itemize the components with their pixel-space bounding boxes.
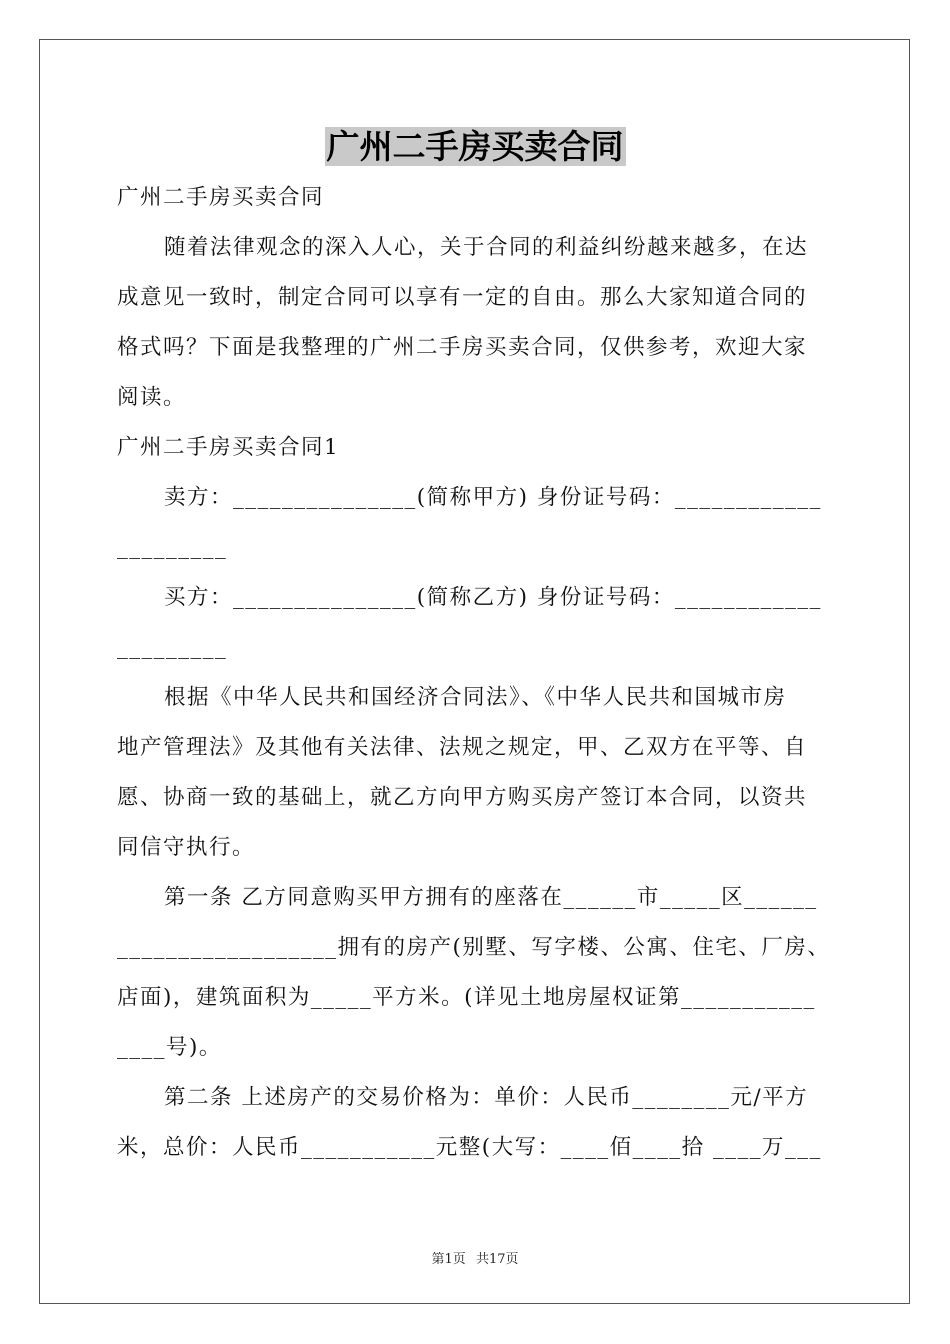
page-total: 共17页: [475, 1252, 519, 1267]
paragraph-line: 愿、协商一致的基础上，就乙方向甲方购买房产签订本合同，以资共: [117, 785, 808, 810]
page-frame: [39, 39, 910, 1304]
paragraph-line: 地产管理法》及其他有关法律、法规之规定，甲、乙双方在平等、自: [117, 735, 808, 760]
article-2-line: 米，总价：人民币___________元整(大写：____佰____拾 ____万___: [117, 1135, 822, 1160]
paragraph-line: 成意见一致时，制定合同可以享有一定的自由。那么大家知道合同的: [117, 285, 808, 310]
paragraph-line: 阅读。: [117, 385, 187, 410]
article-1-line: 店面)，建筑面积为_____平方米。(详见土地房屋权证第___________: [117, 985, 816, 1010]
page-number: 第1页: [431, 1252, 466, 1267]
page-footer: [0, 1248, 950, 1267]
buyer-line-continued: _________: [117, 635, 228, 660]
article-2-line: 第二条 上述房产的交易价格为：单价：人民币________元/平方: [164, 1085, 809, 1110]
paragraph-line: 根据《中华人民共和国经济合同法》、《中华人民共和国城市房: [164, 685, 787, 710]
document-title: 广州二手房买卖合同: [326, 127, 624, 166]
article-1-line: 第一条 乙方同意购买甲方拥有的座落在______市_____区______: [164, 885, 818, 910]
seller-line: 卖方：_______________(简称甲方) 身份证号码：____________: [164, 485, 822, 510]
seller-line-continued: _________: [117, 535, 228, 560]
paragraph-line: 格式吗？下面是我整理的广州二手房买卖合同，仅供参考，欢迎大家: [117, 335, 808, 360]
subtitle-line: 广州二手房买卖合同: [117, 185, 325, 210]
article-1-line: __________________拥有的房产(别墅、写字楼、公寓、住宅、厂房、: [117, 935, 831, 960]
article-1-line: ____号)。: [117, 1035, 222, 1060]
paragraph-line: 同信守执行。: [117, 835, 256, 860]
section-heading: 广州二手房买卖合同1: [117, 435, 340, 460]
buyer-line: 买方：_______________(简称乙方) 身份证号码：____________: [164, 585, 822, 610]
paragraph-line: 随着法律观念的深入人心，关于合同的利益纠纷越来越多，在达: [164, 235, 809, 260]
